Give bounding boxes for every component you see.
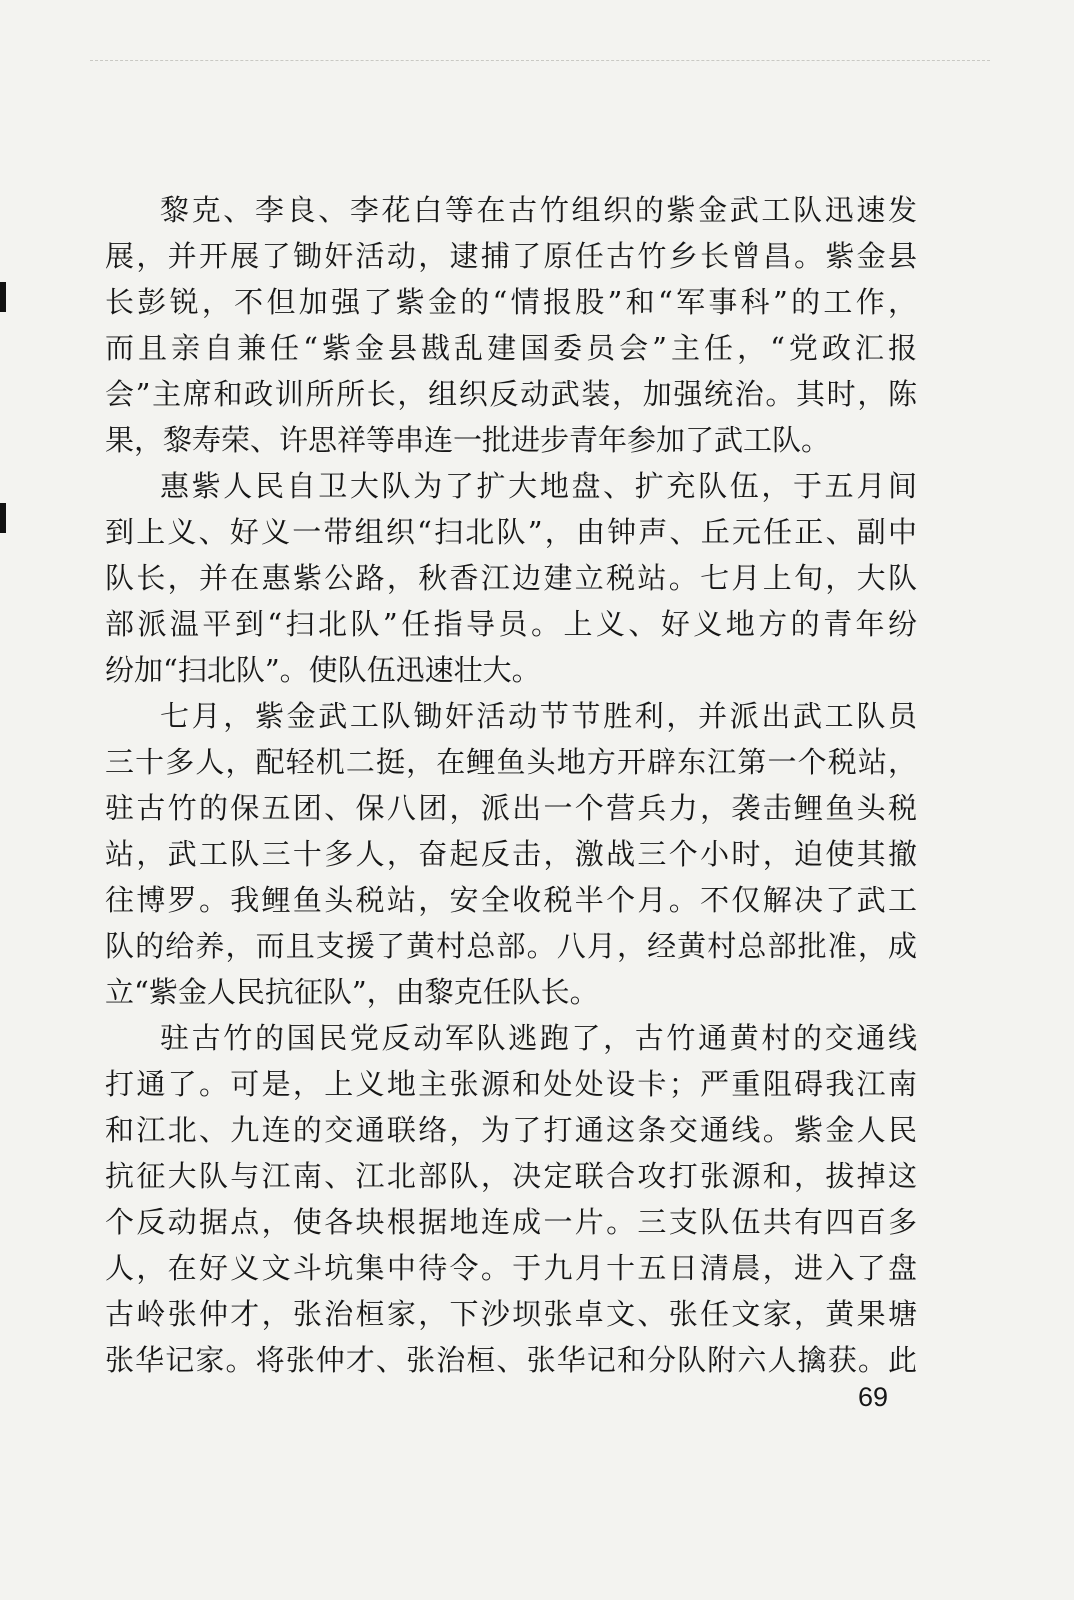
text-line: 到上义、好义一带组织“扫北队”，由钟声、丘元任正、副中 [105,515,917,549]
text-line: 三十多人，配轻机二挺，在鲤鱼头地方开辟东江第一个税站， [105,745,917,779]
text-line: 七月，紫金武工队锄奸活动节节胜利，并派出武工队员 [160,699,917,733]
body-text [105,187,917,1383]
page-number: 69 [858,1382,889,1412]
text-line: 立“紫金人民抗征队”，由黎克任队长。 [105,975,599,1009]
scan-binding-mark [0,503,6,533]
paragraph [105,693,917,1015]
text-line: 展，并开展了锄奸活动，逮捕了原任古竹乡长曾昌。紫金县 [105,239,917,273]
text-line: 个反动据点，使各块根据地连成一片。三支队伍共有四百多 [105,1205,917,1239]
text-line: 果，黎寿荣、许思祥等串连一批进步青年参加了武工队。 [105,423,831,457]
text-line: 古岭张仲才，张治桓家，下沙坝张卓文、张任文家，黄果塘 [105,1297,917,1331]
text-line: 站，武工队三十多人，奋起反击，激战三个小时，迫使其撤 [105,837,917,871]
text-line: 队的给养，而且支援了黄村总部。八月，经黄村总部批准，成 [105,929,917,963]
text-line: 打通了。可是，上义地主张源和处处设卡；严重阻碍我江南 [105,1067,917,1101]
text-line: 纷加“扫北队”。使队伍迅速壮大。 [105,653,541,687]
paragraph [105,1015,917,1383]
paragraph [105,463,917,693]
text-line: 往博罗。我鲤鱼头税站，安全收税半个月。不仅解决了武工 [105,883,917,917]
text-line: 人，在好义文斗坑集中待令。于九月十五日清晨，进入了盘 [105,1251,917,1285]
text-line: 黎克、李良、李花白等在古竹组织的紫金武工队迅速发 [160,193,917,227]
text-line: 驻古竹的国民党反动军队逃跑了，古竹通黄村的交通线 [160,1021,917,1055]
scan-binding-mark [0,282,6,312]
page-edge-line [90,60,990,61]
text-line: 而且亲自兼任“紫金县戡乱建国委员会”主任，“党政汇报 [105,331,917,365]
text-line: 张华记家。将张仲才、张治桓、张华记和分队附六人擒获。此 [105,1343,917,1377]
text-line: 和江北、九连的交通联络，为了打通这条交通线。紫金人民 [105,1113,917,1147]
paragraph [105,187,917,463]
text-line: 惠紫人民自卫大队为了扩大地盘、扩充队伍，于五月间 [160,469,917,503]
text-line: 队长，并在惠紫公路，秋香江边建立税站。七月上旬，大队 [105,561,917,595]
text-line: 会”主席和政训所所长，组织反动武装，加强统治。其时，陈 [105,377,917,411]
text-line: 抗征大队与江南、江北部队，决定联合攻打张源和，拔掉这 [105,1159,917,1193]
text-line: 驻古竹的保五团、保八团，派出一个营兵力，袭击鲤鱼头税 [105,791,917,825]
text-line: 长彭锐，不但加强了紫金的“情报股”和“军事科”的工作， [105,285,917,319]
text-line: 部派温平到“扫北队”任指导员。上义、好义地方的青年纷 [105,607,917,641]
